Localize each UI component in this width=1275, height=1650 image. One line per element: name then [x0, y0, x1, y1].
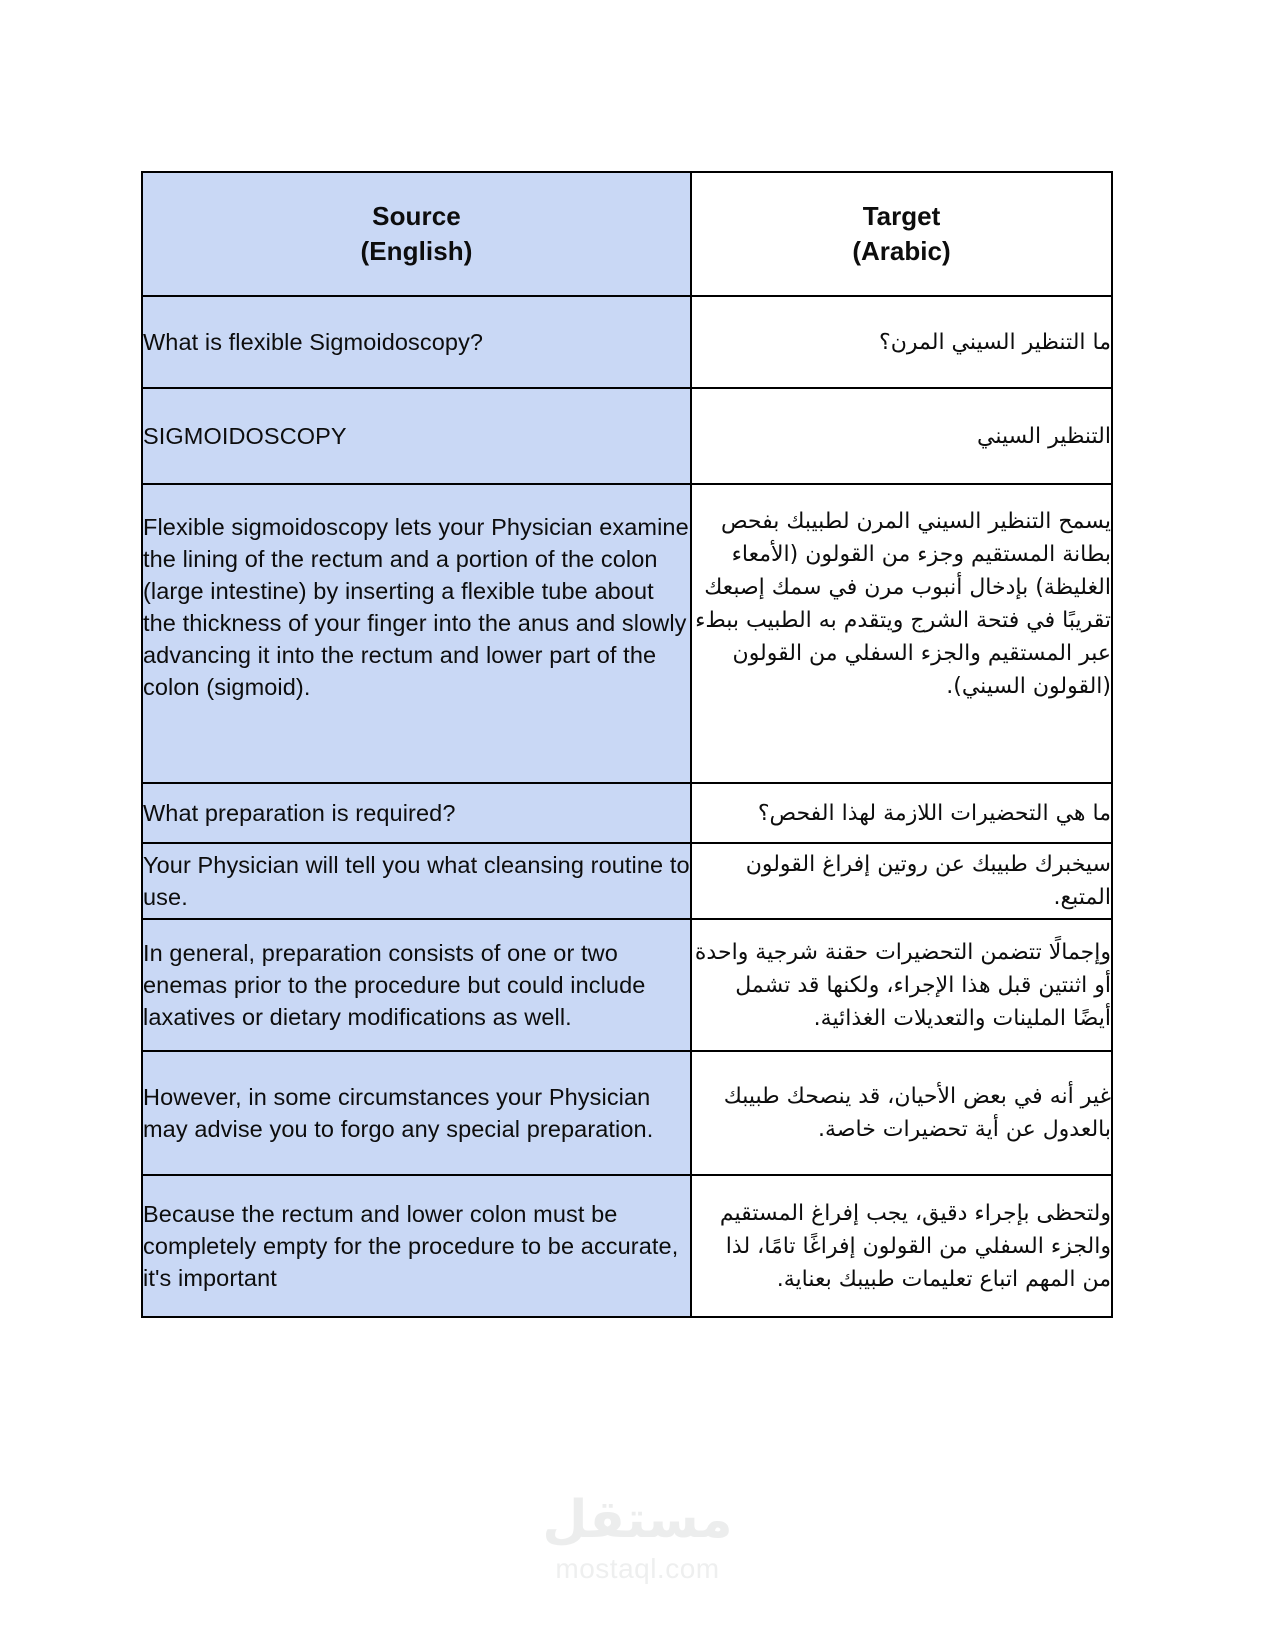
table-row	[142, 843, 1112, 919]
header-source-line-2: (English)	[360, 236, 473, 266]
header-cell-source	[142, 172, 691, 296]
target-cell: ما هي التحضيرات اللازمة لهذا الفحص؟	[691, 783, 1112, 843]
mostaql-watermark	[0, 1490, 1275, 1586]
table-row	[142, 388, 1112, 484]
target-cell: التنظير السيني	[691, 388, 1112, 484]
source-cell: Because the rectum and lower colon must be completely empty for the procedure to be accurate, it's important	[142, 1175, 691, 1317]
target-cell: سيخبرك طبيبك عن روتين إفراغ القولون المتبع.	[691, 843, 1112, 919]
translation-table-container	[141, 171, 1111, 1318]
source-cell: Your Physician will tell you what cleansing routine to use.	[142, 843, 691, 919]
source-cell: In general, preparation consists of one or two enemas prior to the procedure but could include laxatives or dietary modifications as well.	[142, 919, 691, 1051]
header-source-line-1: Source	[372, 201, 461, 231]
table-row	[142, 1051, 1112, 1175]
target-cell: ما التنظير السيني المرن؟	[691, 296, 1112, 388]
source-cell: What preparation is required?	[142, 783, 691, 843]
table-row	[142, 484, 1112, 783]
target-cell: ولتحظى بإجراء دقيق، يجب إفراغ المستقيم والجزء السفلي من القولون إفراغًا تامًا، لذا من المهم اتباع تعليمات طبيبك بعناية.	[691, 1175, 1112, 1317]
table-row	[142, 296, 1112, 388]
source-cell: What is flexible Sigmoidoscopy?	[142, 296, 691, 388]
table-row	[142, 783, 1112, 843]
target-cell: يسمح التنظير السيني المرن لطبيبك بفحص بطانة المستقيم وجزء من القولون (الأمعاء الغليظة) بإدخال أنبوب مرن في سمك إصبعك تقريبًا في فتحة الشرج ويتقدم به الطبيب ببطء عبر المستقيم والجزء السفلي من القولون (القولون السيني).	[691, 484, 1112, 783]
translation-table	[141, 171, 1113, 1318]
watermark-domain-text: mostaql.com	[555, 1553, 720, 1584]
header-cell-target	[691, 172, 1112, 296]
target-cell: غير أنه في بعض الأحيان، قد ينصحك طبيبك بالعدول عن أية تحضيرات خاصة.	[691, 1051, 1112, 1175]
source-cell: Flexible sigmoidoscopy lets your Physician examine the lining of the rectum and a portion of the colon (large intestine) by inserting a flexible tube about the thickness of your finger into the anus and slowly advancing it into the rectum and lower part of the colon (sigmoid).	[142, 484, 691, 783]
header-target-line-2: (Arabic)	[852, 236, 951, 266]
source-cell: However, in some circumstances your Physician may advise you to forgo any special preparation.	[142, 1051, 691, 1175]
source-cell: SIGMOIDOSCOPY	[142, 388, 691, 484]
table-row	[142, 919, 1112, 1051]
header-target-line-1: Target	[862, 201, 941, 231]
watermark-logo-text: مستقل	[542, 1490, 733, 1550]
table-row	[142, 1175, 1112, 1317]
target-cell: وإجمالًا تتضمن التحضيرات حقنة شرجية واحدة أو اثنتين قبل هذا الإجراء، ولكنها قد تشمل أيضًا الملينات والتعديلات الغذائية.	[691, 919, 1112, 1051]
table-header-row	[142, 172, 1112, 296]
